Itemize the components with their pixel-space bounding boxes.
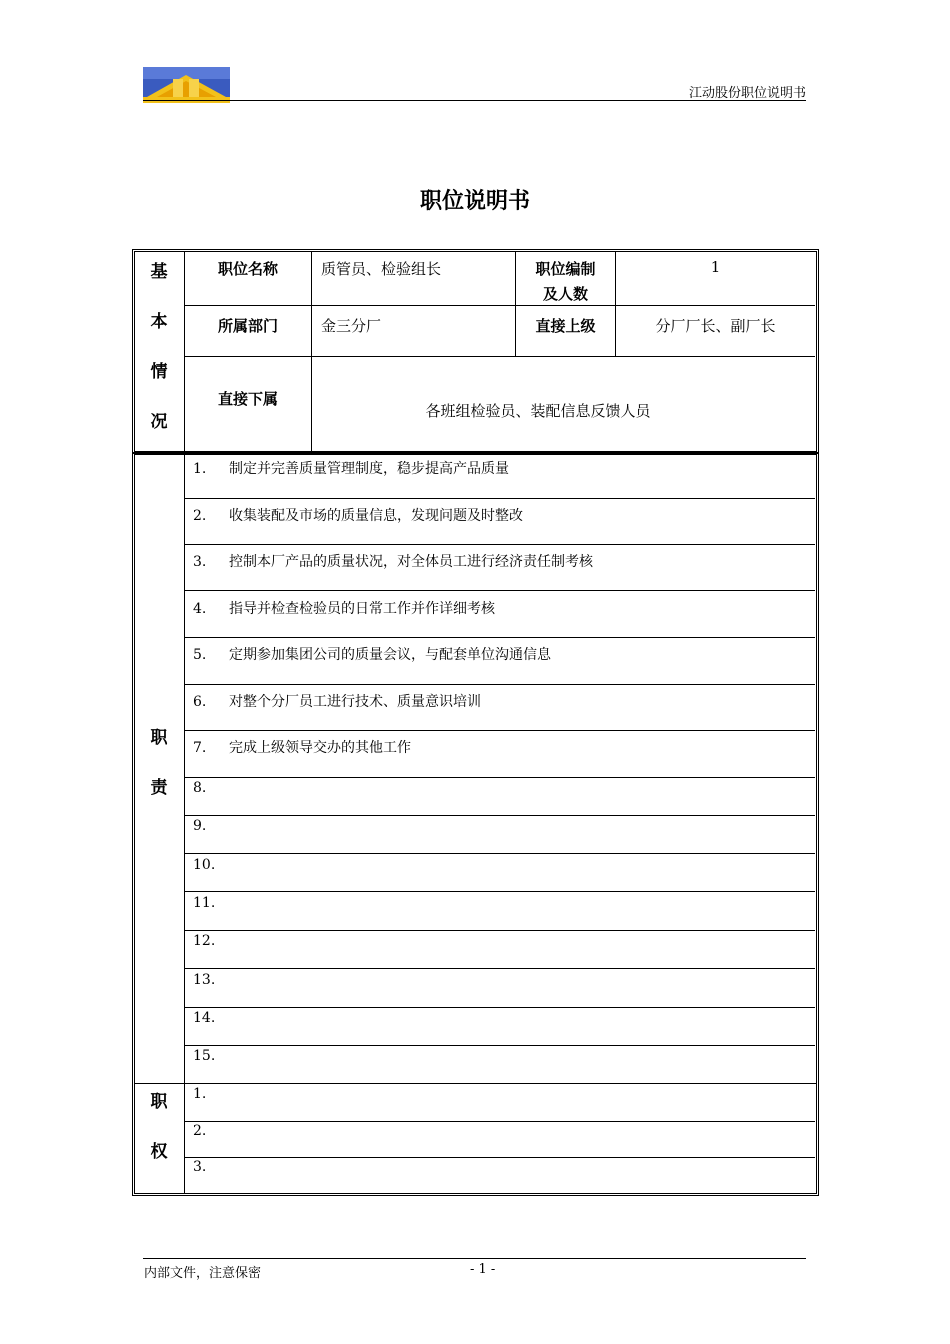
section-char: 情 [150, 362, 168, 382]
duty-item: 11. [193, 895, 216, 911]
headcount-label-1: 职位编制 [535, 260, 596, 278]
duty-item: 1. 制定并完善质量管理制度，稳步提高产品质量 [193, 461, 509, 477]
page-title: 职位说明书 [419, 189, 530, 214]
authority-item: 1. [193, 1086, 207, 1102]
superior-value: 分厂厂长、副厂长 [655, 317, 776, 335]
headcount-label-2: 及人数 [542, 285, 588, 303]
duty-item: 4. 指导并检查检验员的日常工作并作详细考核 [193, 601, 495, 617]
page-number: - 1 - [470, 1262, 496, 1277]
footer-divider [143, 1258, 806, 1259]
duty-item: 15. [193, 1048, 216, 1064]
subordinate-label: 直接下属 [217, 390, 278, 408]
duty-item: 12. [193, 933, 216, 949]
company-logo [143, 67, 230, 103]
department-value: 金三分厂 [321, 317, 382, 335]
duty-item: 6. 对整个分厂员工进行技术、质量意识培训 [193, 694, 481, 710]
duty-item: 13. [193, 972, 216, 988]
authority-item: 2. [193, 1123, 207, 1139]
footer-confidential-note: 内部文件，注意保密 [144, 1266, 262, 1281]
section-char: 本 [150, 312, 168, 332]
basic-info-table [132, 249, 819, 454]
superior-label: 直接上级 [535, 317, 596, 335]
section-char: 权 [150, 1142, 168, 1162]
duty-item: 10. [193, 857, 216, 873]
header-divider [143, 100, 806, 101]
duty-item: 9. [193, 818, 207, 834]
duty-item: 5. 定期参加集团公司的质量会议，与配套单位沟通信息 [193, 647, 551, 663]
duty-item: 14. [193, 1010, 216, 1026]
duty-item: 2. 收集装配及市场的质量信息，发现问题及时整改 [193, 508, 523, 524]
duty-item: 3. 控制本厂产品的质量状况，对全体员工进行经济责任制考核 [193, 554, 593, 570]
headcount-value: 1 [710, 258, 721, 276]
position-name-value: 质管员、检验组长 [321, 260, 442, 278]
position-name-label: 职位名称 [217, 260, 278, 278]
duty-item: 7. 完成上级领导交办的其他工作 [193, 740, 411, 756]
section-char: 基 [150, 262, 168, 282]
section-char: 职 [150, 1092, 168, 1112]
section-char: 况 [150, 412, 168, 432]
duty-item: 8. [193, 780, 207, 796]
authority-item: 3. [193, 1159, 207, 1175]
section-char: 职 [150, 728, 168, 748]
department-label: 所属部门 [217, 317, 278, 335]
header-doc-name: 江动股份职位说明书 [688, 86, 806, 101]
section-char: 责 [150, 778, 168, 798]
subordinate-value: 各班组检验员、装配信息反馈人员 [425, 402, 651, 420]
